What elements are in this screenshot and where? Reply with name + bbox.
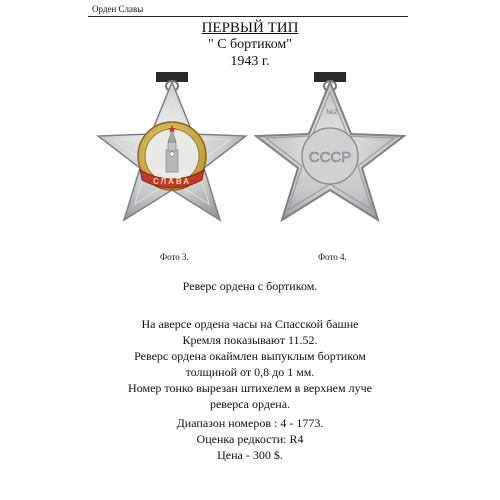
header-rule: [88, 16, 408, 17]
medal-inscription: СЛАВА: [152, 177, 192, 186]
medal-obverse-image: [96, 70, 248, 246]
serial-number: №2: [326, 109, 338, 116]
price: Цена - 300 $.: [217, 448, 283, 462]
description-line: Номер тонко вырезан штихелем в верхнем луче: [128, 381, 372, 395]
header-label: Орден Славы: [92, 4, 144, 14]
details-block: [0, 415, 500, 463]
medal-reverse-image: [254, 70, 406, 246]
description-line: толщиной от 0,8 до 1 мм.: [185, 365, 315, 379]
reverse-caption: Реверс ордена с бортиком.: [182, 279, 318, 293]
description-line: Реверс ордена окаймлен выпуклым бортиком: [134, 349, 366, 363]
description-line: реверса ордена.: [209, 397, 291, 411]
description-block: [0, 316, 500, 412]
number-range: Диапазон номеров : 4 - 1773.: [176, 416, 324, 430]
medal-obverse-photo: [96, 70, 248, 246]
description-line: Кремля показывают 11.52.: [182, 333, 318, 347]
photo-caption-3: Фото 3.: [160, 252, 189, 262]
title-line-2: " С бортиком": [208, 37, 292, 52]
reverse-inscription: СССР: [308, 149, 352, 166]
medal-reverse-photo: [254, 70, 406, 246]
title-line-1: ПЕРВЫЙ ТИП: [201, 20, 299, 36]
photo-caption-4: Фото 4.: [318, 252, 347, 262]
rarity-rating: Оценка редкости: R4: [196, 432, 304, 446]
title-line-3: 1943 г.: [230, 54, 270, 69]
description-line: На аверсе ордена часы на Спасской башне: [141, 317, 359, 331]
